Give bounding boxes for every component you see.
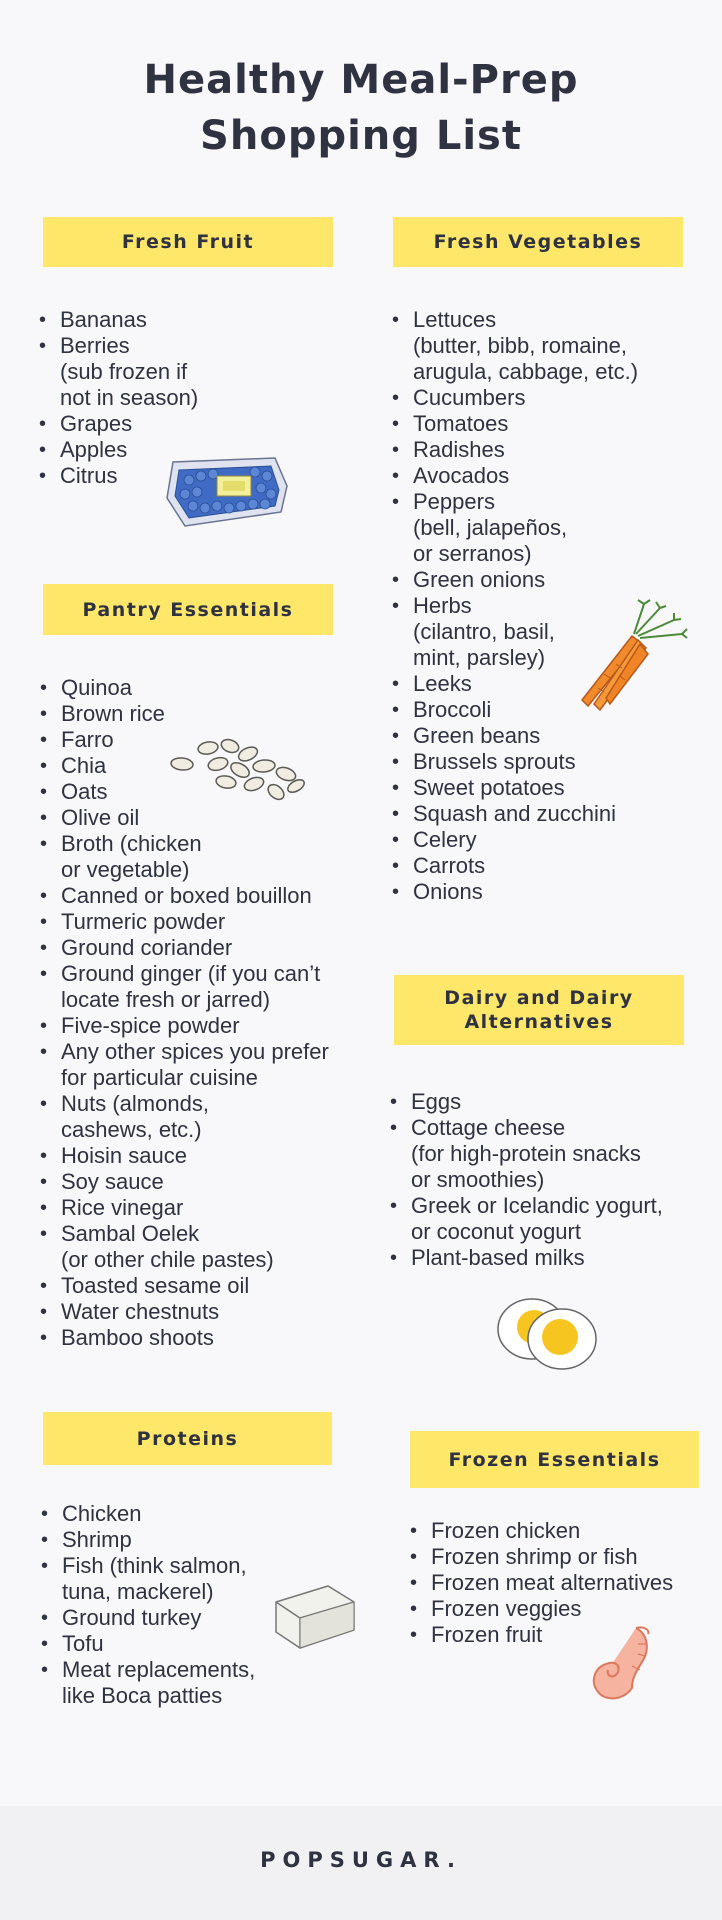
fresh-vegetables-heading	[393, 217, 683, 267]
list-item	[40, 675, 360, 701]
list-item-text: • Soy sauce	[61, 1169, 164, 1194]
list-item-text: • Tofu	[62, 1631, 104, 1656]
list-item-text: • Peppers	[413, 489, 495, 514]
list-item	[40, 1013, 360, 1039]
list-item-text: • Bananas	[60, 307, 147, 332]
list-item-text: (or other chile pastes)	[61, 1247, 274, 1272]
list-item-text: • Onions	[413, 879, 483, 904]
list-item-text: • Green onions	[413, 567, 546, 592]
list-item-text: • Grapes	[60, 411, 133, 436]
list-item	[40, 1221, 360, 1273]
frozen-essentials-heading	[410, 1431, 699, 1488]
list-item	[40, 909, 360, 935]
list-item	[40, 831, 360, 883]
list-item	[390, 1193, 710, 1245]
list-item	[40, 701, 360, 727]
list-item-text: • Chicken	[62, 1501, 142, 1526]
list-item-text: not in season)	[60, 385, 199, 410]
list-item-text: • Nuts (almonds,	[61, 1091, 209, 1116]
list-item-text: • Broccoli	[413, 697, 492, 722]
list-item	[40, 1273, 360, 1299]
list-item-text: • Five-spice powder	[61, 1013, 240, 1038]
list-item	[41, 1527, 331, 1553]
list-item-text: (cilantro, basil,	[413, 619, 555, 644]
list-item-text: • Rice vinegar	[61, 1195, 184, 1220]
list-item	[392, 827, 712, 853]
list-item-text: • Farro	[61, 727, 114, 752]
dairy-heading	[394, 975, 684, 1045]
list-item	[40, 1299, 360, 1325]
list-item-text: or vegetable)	[61, 857, 190, 882]
list-item	[410, 1518, 715, 1544]
title-line: Shopping List	[200, 113, 522, 159]
list-item-text: • Fish (think salmon,	[62, 1553, 247, 1578]
list-item-text: • Frozen veggies	[431, 1596, 582, 1621]
list-item-text: like Boca patties	[62, 1683, 223, 1708]
list-item-text: • Toasted sesame oil	[61, 1273, 250, 1298]
heading-text: Proteins	[136, 1427, 239, 1450]
list-item	[390, 1089, 710, 1115]
list-item-text: • Ground turkey	[62, 1605, 202, 1630]
list-item-text: • Meat replacements,	[62, 1657, 256, 1682]
list-item-text: or coconut yogurt	[411, 1219, 581, 1244]
list-item	[39, 333, 329, 411]
list-item-text: • Berries	[60, 333, 130, 358]
list-item	[392, 437, 712, 463]
carrots-icon	[574, 594, 692, 714]
list-item-text: for particular cuisine	[61, 1065, 258, 1090]
list-item-text: • Oats	[61, 779, 108, 804]
list-item-text: (for high-protein snacks	[411, 1141, 641, 1166]
pantry-essentials-heading	[43, 584, 333, 635]
list-item-text: • Frozen fruit	[431, 1622, 543, 1647]
list-item	[392, 723, 712, 749]
heading-text: Pantry Essentials	[82, 598, 294, 621]
list-item-text: • Bamboo shoots	[61, 1325, 214, 1350]
list-item	[390, 1245, 710, 1271]
list-item-text: • Frozen meat alternatives	[431, 1570, 674, 1595]
list-item-text: • Sambal Oelek	[61, 1221, 200, 1246]
list-item-text: • Avocados	[413, 463, 510, 488]
list-item	[40, 935, 360, 961]
list-item	[40, 805, 360, 831]
list-item-text: • Plant-based milks	[411, 1245, 585, 1270]
brand-logo: POPSUGAR.	[260, 1848, 462, 1872]
list-item-text: locate fresh or jarred)	[61, 987, 271, 1012]
heading-text: Fresh Vegetables	[433, 231, 643, 253]
list-item-text: mint, parsley)	[413, 645, 546, 670]
blueberry-container-icon	[163, 446, 291, 530]
list-item	[392, 853, 712, 879]
heading-text: Alternatives	[464, 1011, 614, 1033]
list-item-text: (sub frozen if	[60, 359, 188, 384]
list-item	[390, 1115, 710, 1193]
list-item-text: • Frozen chicken	[431, 1518, 581, 1543]
list-item-text: • Greek or Icelandic yogurt,	[411, 1193, 663, 1218]
list-item	[40, 1325, 360, 1351]
list-item-text: • Quinoa	[61, 675, 132, 700]
list-item-text: • Apples	[60, 437, 128, 462]
list-item	[40, 961, 360, 1013]
list-item	[410, 1544, 715, 1570]
list-item	[410, 1622, 715, 1648]
list-item-text: • Green beans	[413, 723, 541, 748]
list-item	[40, 1195, 360, 1221]
list-item-text: (bell, jalapeños,	[413, 515, 568, 540]
list-item-text: • Brussels sprouts	[413, 749, 576, 774]
list-item-text: • Lettuces	[413, 307, 497, 332]
list-item	[39, 307, 329, 333]
list-item	[392, 411, 712, 437]
list-item	[392, 749, 712, 775]
list-item-text: • Cottage cheese	[411, 1115, 566, 1140]
list-item-text: (butter, bibb, romaine,	[413, 333, 628, 358]
list-item-text: • Tomatoes	[413, 411, 509, 436]
list-item	[40, 1143, 360, 1169]
list-item-text: • Chia	[61, 753, 107, 778]
list-item	[392, 567, 712, 593]
list-item-text: • Carrots	[413, 853, 486, 878]
proteins-heading	[43, 1412, 332, 1465]
list-item-text: • Hoisin sauce	[61, 1143, 187, 1168]
heading-text: Frozen Essentials	[448, 1448, 661, 1471]
list-item-text: • Water chestnuts	[61, 1299, 220, 1324]
list-item	[410, 1596, 715, 1622]
list-item-text: • Herbs	[413, 593, 472, 618]
list-item-text: • Leeks	[413, 671, 472, 696]
list-item-text: • Cucumbers	[413, 385, 526, 410]
list-item-text: • Shrimp	[62, 1527, 132, 1552]
list-item-text: tuna, mackerel)	[62, 1579, 214, 1604]
heading-text: Fresh Fruit	[121, 231, 255, 253]
list-item-text: • Sweet potatoes	[413, 775, 565, 800]
heading-text: Dairy and Dairy	[444, 987, 634, 1009]
list-item-text: • Citrus	[60, 463, 118, 488]
list-item-text: • Squash and zucchini	[413, 801, 617, 826]
list-item-text: • Turmeric powder	[61, 909, 226, 934]
list-item-text: • Any other spices you prefer	[61, 1039, 329, 1064]
shrimp-icon	[588, 1620, 654, 1704]
list-item-text: • Broth (chicken	[61, 831, 202, 856]
list-item-text: • Ground coriander	[61, 935, 233, 960]
list-item	[40, 883, 360, 909]
list-item	[392, 775, 712, 801]
list-item	[410, 1570, 715, 1596]
list-item	[392, 801, 712, 827]
list-item-text: arugula, cabbage, etc.)	[413, 359, 639, 384]
list-item	[392, 307, 712, 385]
list-item	[392, 879, 712, 905]
list-item	[392, 489, 712, 567]
list-item-text: • Ground ginger (if you can’t	[61, 961, 321, 986]
beans-icon	[168, 736, 310, 802]
fresh-fruit-heading	[43, 217, 333, 267]
tofu-icon	[270, 1580, 358, 1652]
list-item-text: • Canned or boxed bouillon	[61, 883, 312, 908]
frozen-essentials-list	[410, 1518, 715, 1648]
list-item-text: • Radishes	[413, 437, 505, 462]
list-item	[41, 1657, 331, 1709]
list-item	[40, 1039, 360, 1091]
list-item	[392, 463, 712, 489]
list-item-text: • Celery	[413, 827, 477, 852]
list-item-text: • Brown rice	[61, 701, 165, 726]
list-item-text: • Frozen shrimp or fish	[431, 1544, 638, 1569]
list-item-text: or serranos)	[413, 541, 532, 566]
list-item	[39, 411, 329, 437]
list-item	[41, 1501, 331, 1527]
dairy-list	[390, 1089, 710, 1271]
page-title	[0, 52, 722, 164]
list-item	[40, 1169, 360, 1195]
list-item-text: or smoothies)	[411, 1167, 545, 1192]
list-item	[40, 1091, 360, 1143]
list-item-text: • Eggs	[411, 1089, 462, 1114]
list-item-text: • Olive oil	[61, 805, 140, 830]
list-item-text: cashews, etc.)	[61, 1117, 202, 1142]
boiled-eggs-icon	[494, 1291, 604, 1373]
list-item	[392, 385, 712, 411]
title-line: Healthy Meal-Prep	[143, 57, 579, 103]
